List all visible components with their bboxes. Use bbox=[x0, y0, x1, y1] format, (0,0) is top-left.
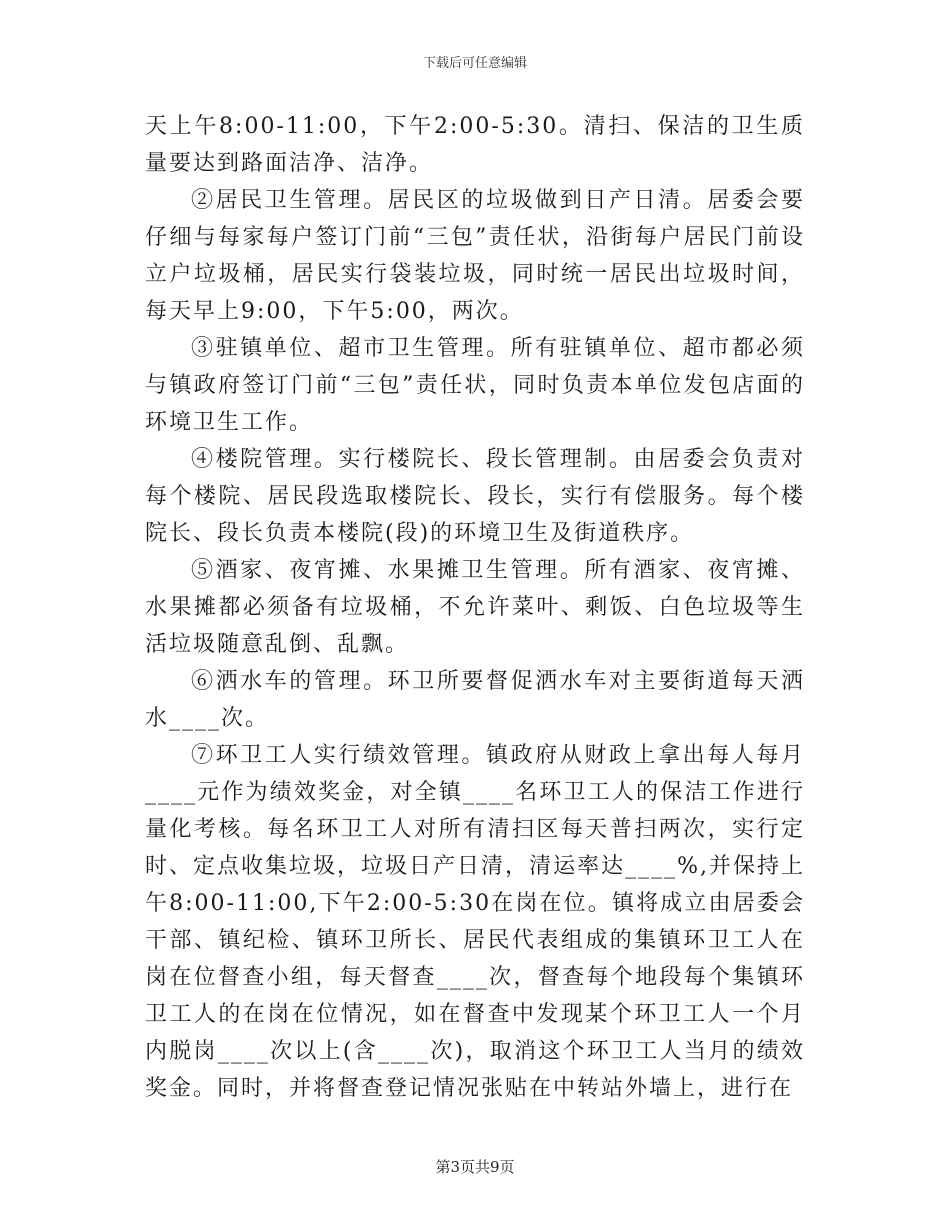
paragraph-unit-supermarket: ③驻镇单位、超市卫生管理。所有驻镇单位、超市都必须与镇政府签订门前“三包”责任状，同时负责本单位发包店面的环境卫生工作。 bbox=[145, 336, 805, 435]
paragraph-restaurant-stalls: ⑤酒家、夜宵摊、水果摊卫生管理。所有酒家、夜宵摊、水果摊都必须备有垃圾桶，不允许菜叶、剩饭、白色垃圾等生活垃圾随意乱倒、乱飘。 bbox=[145, 558, 805, 657]
page-footer: 第3页共9页 bbox=[435, 1158, 515, 1176]
document-body bbox=[145, 108, 805, 1107]
paragraph-building-management: ④楼院管理。实行楼院长、段长管理制。由居委会负责对每个楼院、居民段选取楼院长、段长，实行有偿服务。每个楼院长、段长负责本楼院(段)的环境卫生及街道秩序。 bbox=[145, 447, 805, 546]
paragraph-continuation: 天上午8:00-11:00，下午2:00-5:30。清扫、保洁的卫生质量要达到路面洁净、洁净。 bbox=[145, 114, 805, 176]
page-header: 下载后可任意编辑 bbox=[422, 56, 527, 71]
paragraph-sprinkler-truck: ⑥洒水车的管理。环卫所要督促洒水车对主要街道每天洒水____次。 bbox=[145, 669, 805, 731]
paragraph-sanitation-workers: ⑦环卫工人实行绩效管理。镇政府从财政上拿出每人每月____元作为绩效奖金，对全镇____名环卫工人的保洁工作进行量化考核。每名环卫工人对所有清扫区每天普扫两次，实行定时、定点收集垃圾，垃圾日产日清，清运率达____%,并保持上午8:00-11:00,下午2:00-5:30在岗在位。镇将成立由居委会干部、镇纪检、镇环卫所长、居民代表组成的集镇环卫工人在岗在位督查小组，每天督查____次，督查每个地段每个集镇环卫工人的在岗在位情况，如在督查中发现某个环卫工人一个月内脱岗____次以上(含____次)，取消这个环卫工人当月的绩效奖金。同时，并将督查登记情况张贴在中转站外墙上，进行在 bbox=[145, 743, 805, 1101]
paragraph-resident-hygiene: ②居民卫生管理。居民区的垃圾做到日产日清。居委会要仔细与每家每户签订门前“三包”责任状，沿街每户居民门前设立户垃圾桶，居民实行袋装垃圾，同时统一居民出垃圾时间，每天早上9:00，下午5:00，两次。 bbox=[145, 188, 805, 324]
